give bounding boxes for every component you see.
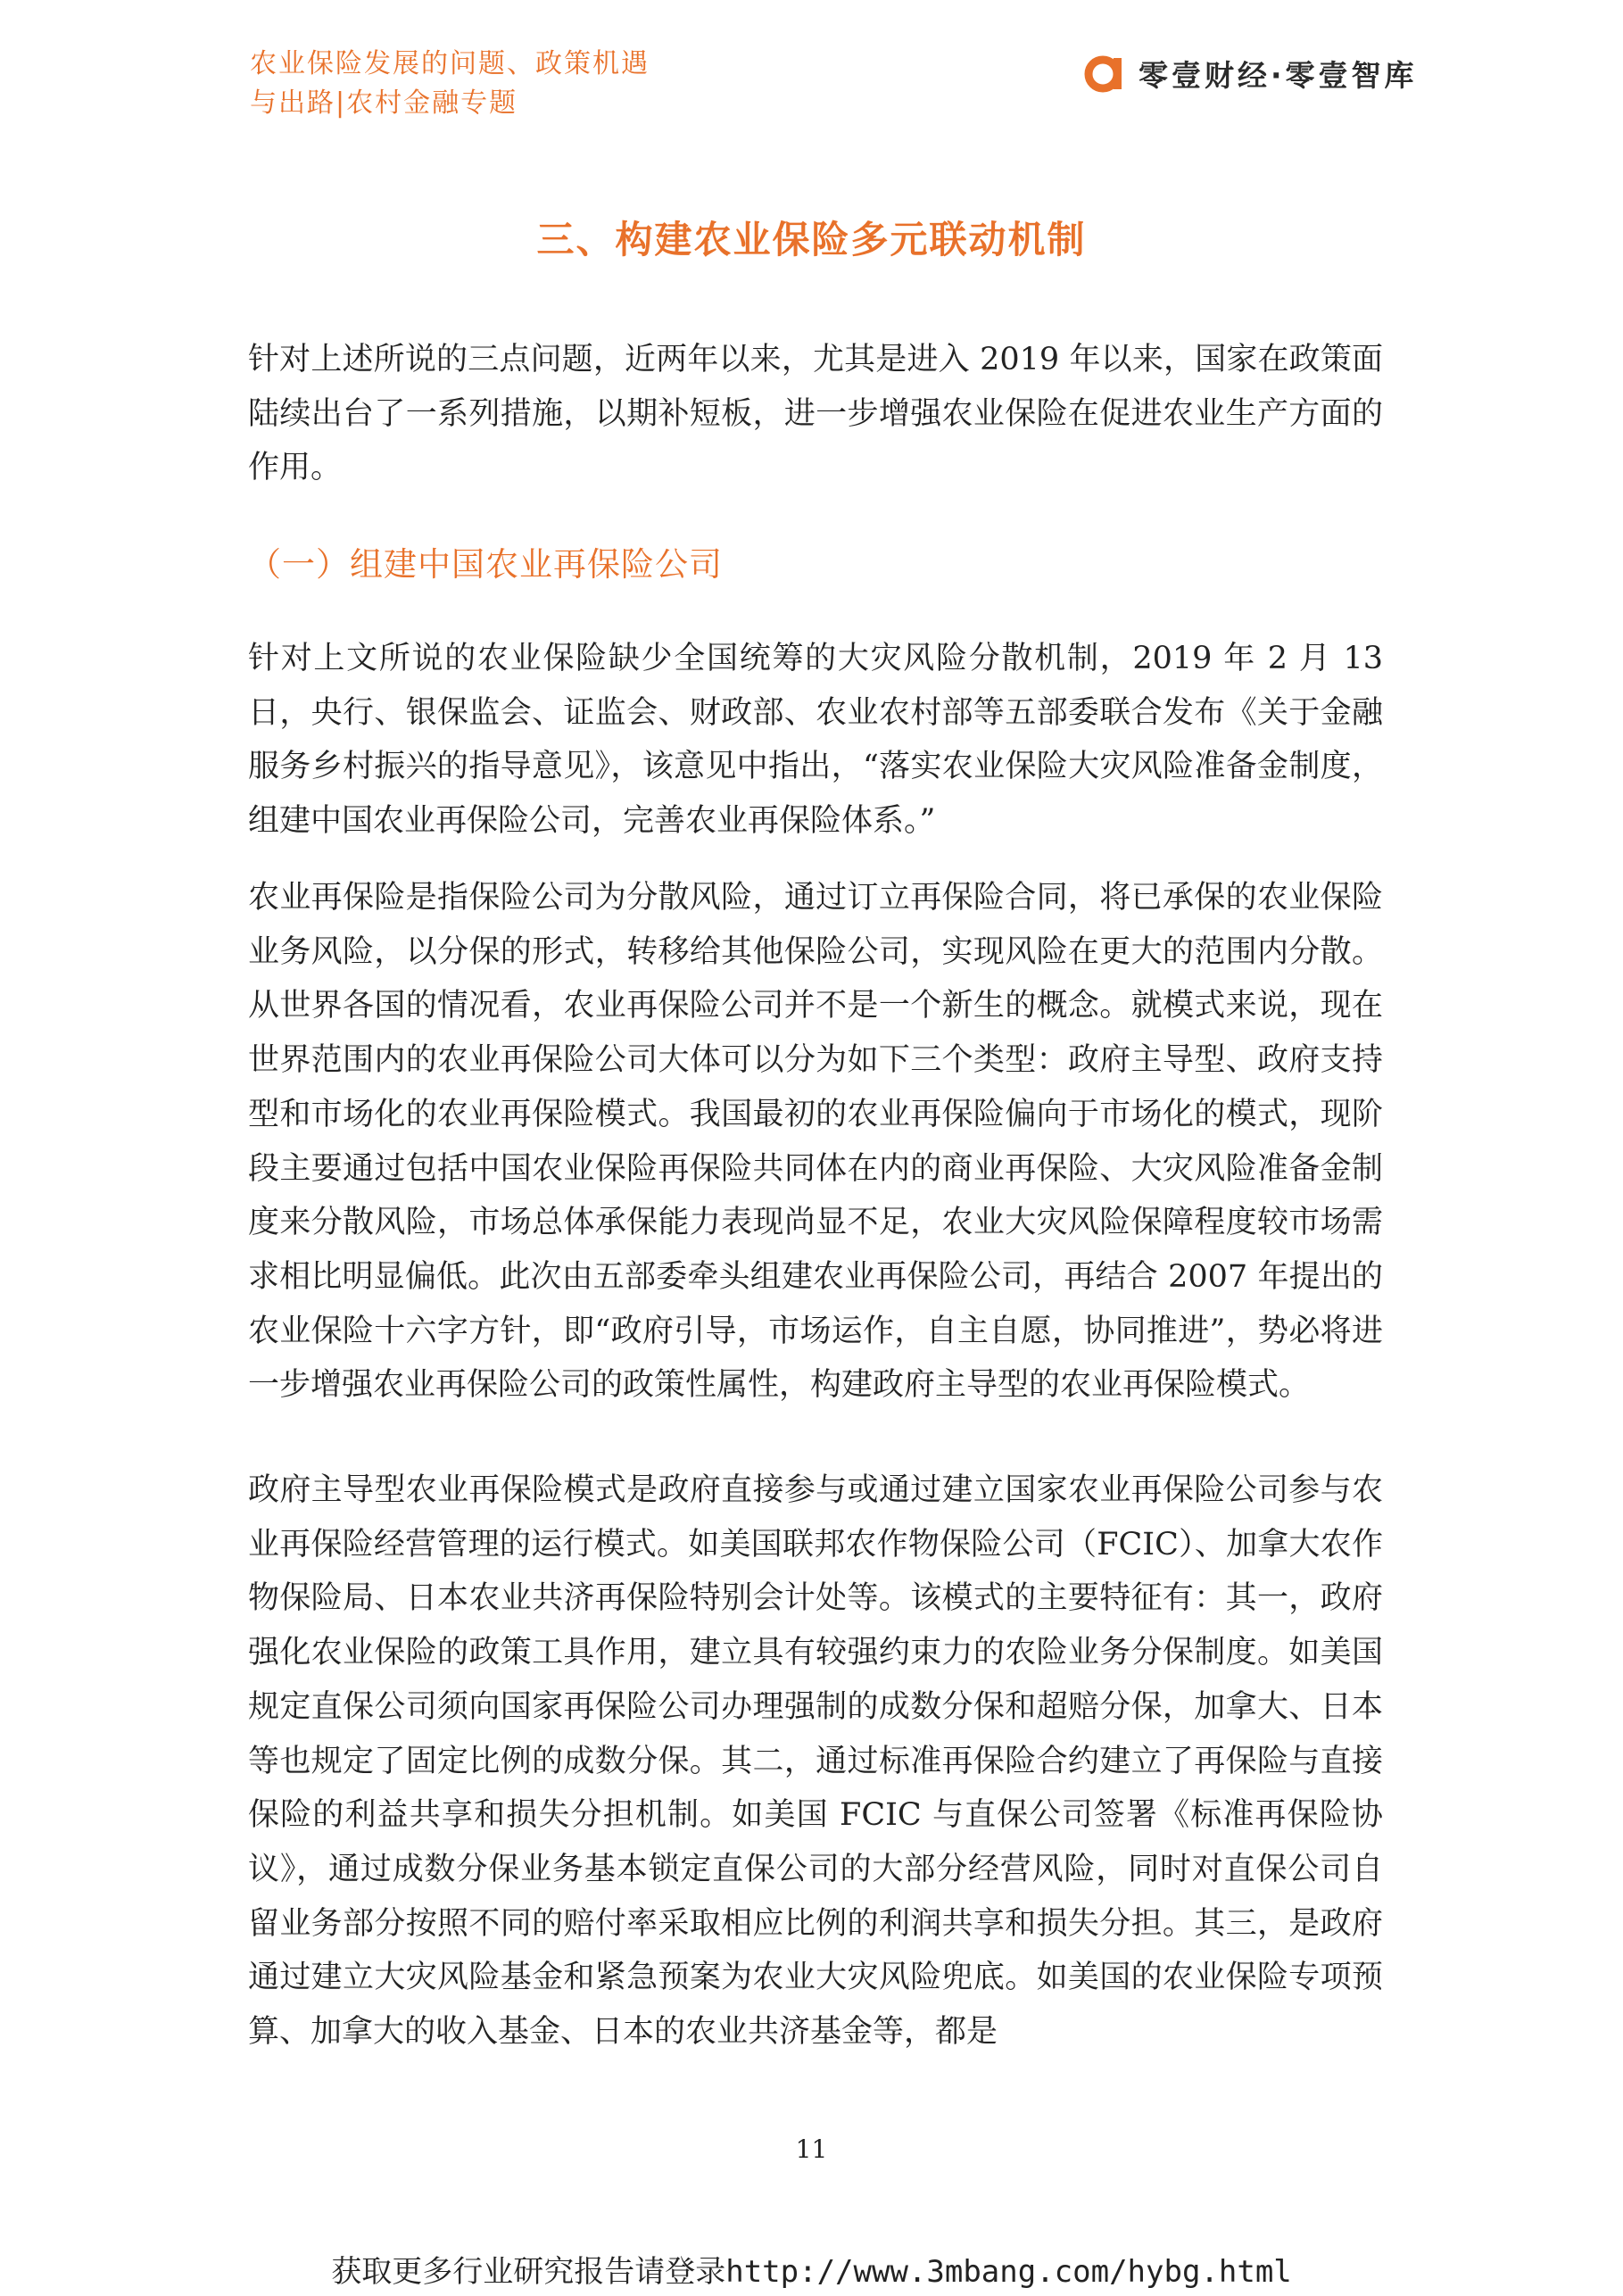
brand-logo-icon <box>1081 50 1128 96</box>
paragraph-policy: 针对上文所说的农业保险缺少全国统筹的大灾风险分散机制，2019 年 2 月 13 日，央行、银保监会、证监会、财政部、农业农村部等五部委联合发布《关于金融服务乡村振兴的指导意见》，该意见中指出，“落实农业保险大灾风险准备金制度，组建中国农业再保险公司，完善农业再保险体系。” <box>248 641 1383 840</box>
paragraph-government-model: 政府主导型农业再保险模式是政府直接参与或通过建立国家农业再保险公司参与农业再保险经营管理的运行模式。如美国联邦农作物保险公司（FCIC）、加拿大农作物保险局、日本农业共济再保险特别会计处等。该模式的主要特征有：其一，政府强化农业保险的政策工具作用，建立具有较强约束力的农险业务分保制度。如美国规定直保公司须向国家再保险公司办理强制的成数分保和超赔分保，加拿大、日本等也规定了固定比例的成数分保。其二，通过标准再保险合约建立了再保险与直接保险的利益共享和损失分担机制。如美国 FCIC 与直保公司签署《标准再保险协议》，通过成数分保业务基本锁定直保公司的大部分经营风险，同时对直保公司自留业务部分按照不同的赔付率采取相应比例的利润共享和损失分担。其三，是政府通过建立大灾风险基金和紧急预案为农业大灾风险兜底。如美国的农业保险专项预算、加拿大的收入基金、日本的农业共济基金等，都是 <box>248 1472 1383 2051</box>
paragraph-intro: 针对上述所说的三点问题，近两年以来，尤其是进入 2019 年以来，国家在政策面陆续出台了一系列措施，以期补短板，进一步增强农业保险在促进农业生产方面的作用。 <box>248 342 1383 486</box>
header-title-line1: 农业保险发展的问题、政策机遇 <box>250 48 650 79</box>
brand <box>1081 50 1418 96</box>
subheading: （一）组建中国农业再保险公司 <box>248 545 723 584</box>
section-title: 三、构建农业保险多元联动机制 <box>536 218 1087 261</box>
page-number: 11 <box>795 2134 828 2164</box>
header-title-line2: 与出路|农村金融专题 <box>250 87 518 119</box>
brand-name: 零壹财经·零壹智库 <box>1139 57 1418 93</box>
paragraph-reinsurance: 农业再保险是指保险公司为分散风险，通过订立再保险合同，将已承保的农业保险业务风险，以分保的形式，转移给其他保险公司，实现风险在更大的范围内分散。从世界各国的情况看，农业再保险公司并不是一个新生的概念。就模式来说，现在世界范围内的农业再保险公司大体可以分为如下三个类型：政府主导型、政府支持型和市场化的农业再保险模式。我国最初的农业再保险偏向于市场化的模式，现阶段主要通过包括中国农业保险再保险共同体在内的商业再保险、大灾风险准备金制度来分散风险，市场总体承保能力表现尚显不足，农业大灾风险保障程度较市场需求相比明显偏低。此次由五部委牵头组建农业再保险公司，再结合 2007 年提出的农业保险十六字方针，即“政府引导，市场运作，自主自愿，协同推进”，势必将进一步增强农业再保险公司的政策性属性，构建政府主导型的农业再保险模式。 <box>248 880 1383 1404</box>
header-title <box>250 45 650 123</box>
footer-link-text: 获取更多行业研究报告请登录http://www.3mbang.com/hybg.html <box>331 2254 1292 2290</box>
